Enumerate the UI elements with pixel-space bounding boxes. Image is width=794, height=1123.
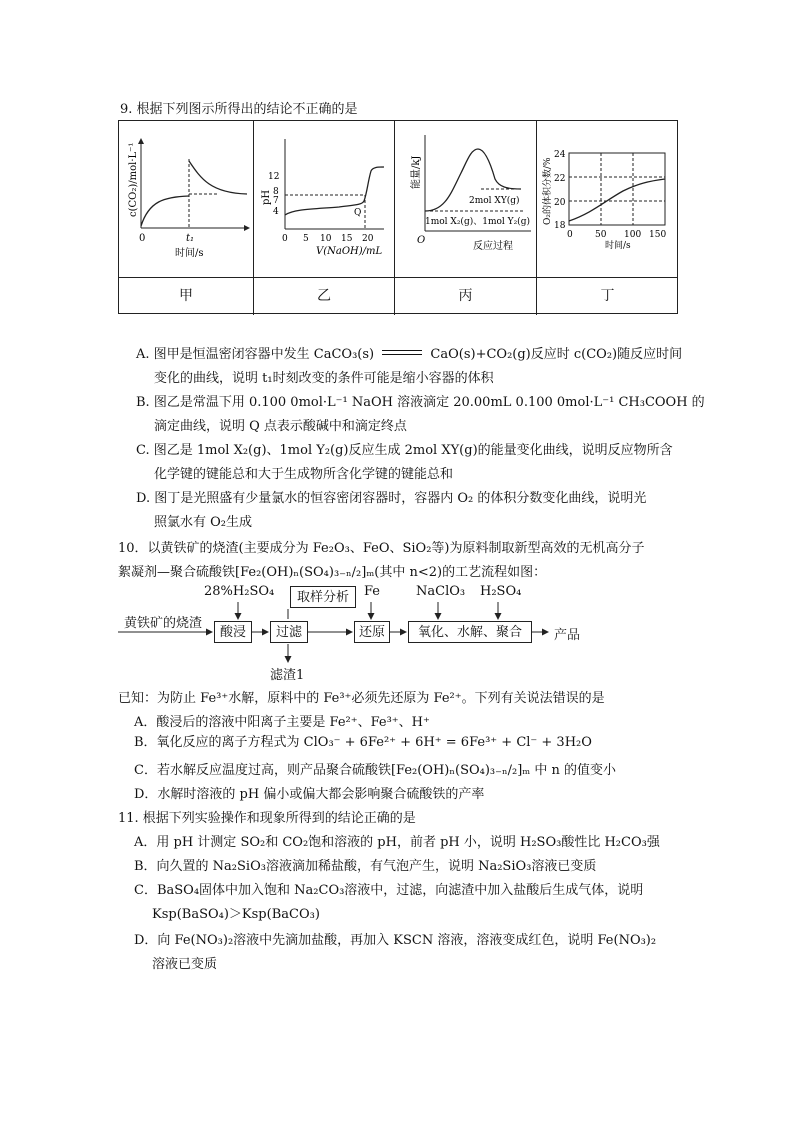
ding-curve	[569, 179, 665, 221]
caption-ding: 丁	[600, 288, 615, 304]
figure-ding	[537, 121, 678, 277]
jia-origin: 0	[139, 233, 146, 244]
ding-ytick-18: 18	[554, 221, 566, 231]
ding-ytick-20: 20	[554, 198, 566, 208]
ding-ylabel: O₂的体积分数/%	[543, 157, 553, 225]
bing-xlabel: 反应过程	[473, 241, 513, 252]
ding-xtick-100: 100	[624, 230, 642, 240]
flow-product-label: 产品	[554, 628, 581, 643]
yi-ylabel: pH	[261, 189, 272, 205]
yi-xtick-20: 20	[362, 234, 374, 244]
q10-flow-diagram	[118, 582, 678, 682]
yi-ytick-8: 8	[273, 187, 279, 197]
q9-figure-table	[118, 120, 678, 314]
yi-ytick-12: 12	[268, 172, 280, 182]
q9-option-a-part1: A. 图甲是恒温密闭容器中发生 CaCO₃(s)	[136, 347, 375, 362]
flow-leach-box: 酸浸	[214, 621, 252, 643]
q9-option-b-line2: 滴定曲线，说明 Q 点表示酸碱中和滴定终点	[154, 419, 407, 434]
q9-option-d-line2: 照氯水有 O₂生成	[154, 515, 253, 530]
yi-ytick-7: 7	[273, 196, 279, 206]
q9-option-a-line2: 变化的曲线，说明 t₁时刻改变的条件可能是缩小容器的体积	[154, 371, 494, 386]
flow-oxidize-box: 氧化、水解、聚合	[408, 621, 532, 643]
bing-origin: O	[417, 235, 426, 246]
flow-acid-label: 28%H₂SO₄	[204, 584, 275, 599]
q9-option-d-line1: D. 图丁是光照盛有少量氯水的恒容密闭容器时，容器内 O₂ 的体积分数变化曲线，说明光	[136, 491, 647, 506]
figure-jia	[119, 121, 254, 277]
yi-xtick-10: 10	[320, 234, 332, 244]
yi-xtick-15: 15	[341, 234, 353, 244]
jia-t1-label: t₁	[186, 233, 195, 244]
q11-option-c-line2: Ksp(BaSO₄)＞Ksp(BaCO₃)	[152, 907, 320, 922]
yi-xlabel: V(NaOH)/mL	[316, 246, 383, 257]
flow-residue-label: 滤渣1	[270, 668, 305, 683]
figure-caption-row	[119, 277, 677, 315]
q11-option-b: B．向久置的 Na₂SiO₃溶液滴加稀盐酸，有气泡产生，说明 Na₂SiO₃溶液已变质	[134, 859, 597, 874]
yi-xtick-0: 0	[282, 234, 288, 244]
q10-option-a: A．酸浸后的溶液中阳离子主要是 Fe²⁺、Fe³⁺、H⁺	[134, 715, 430, 730]
flow-filter-box: 过滤	[270, 621, 308, 643]
q11-option-d-line2: 溶液已变质	[152, 957, 218, 972]
flow-naclo3-label: NaClO₃	[416, 584, 466, 599]
jia-ylabel: c(CO₂)/mol·L⁻¹	[128, 142, 139, 217]
flow-arrows	[118, 582, 678, 682]
ding-xtick-50: 50	[595, 230, 607, 240]
jia-curve-rise	[141, 196, 189, 226]
caption-yi: 乙	[254, 278, 395, 315]
ding-xtick-0: 0	[567, 230, 573, 240]
caption-bing: 丙	[395, 278, 537, 315]
yi-q-label: Q	[354, 208, 362, 218]
bing-lower-label: 1mol X₂(g)、1mol Y₂(g)	[425, 217, 530, 227]
q9-option-c-line2: 化学键的键能总和大于生成物所含化学键的键能总和	[154, 467, 454, 482]
q9-stem: 9. 根据下列图示所得出的结论不正确的是	[120, 102, 358, 117]
q9-option-a-line1	[136, 346, 682, 364]
jia-xlabel: 时间/s	[175, 248, 204, 259]
q10-known: 已知：为防止 Fe³⁺水解，原料中的 Fe³⁺必须先还原为 Fe²⁺。下列有关说法错误的是	[118, 691, 605, 706]
ding-ytick-22: 22	[554, 174, 566, 184]
figure-ding-plot	[537, 121, 677, 277]
q10-option-c: C．若水解反应温度过高，则产品聚合硫酸铁[Fe₂(OH)ₙ(SO₄)₃₋ₙ/₂]ₘ 中 n 的值变小	[134, 763, 617, 778]
flow-reduce-box: 还原	[354, 621, 390, 643]
flow-fe-label: Fe	[364, 584, 381, 599]
figure-yi	[254, 121, 395, 277]
q11-option-d-line1: D．向 Fe(NO₃)₂溶液中先滴加盐酸，再加入 KSCN 溶液，溶液变成红色，说明 Fe(NO₃)₂	[134, 933, 657, 948]
ding-xlabel: 时间/s	[605, 241, 631, 251]
yi-titration-curve	[285, 167, 384, 215]
figure-bing	[395, 121, 537, 277]
q10-stem-line2: 絮凝剂—聚合硫酸铁[Fe₂(OH)ₙ(SO₄)₃₋ₙ/₂]ₘ(其中 n<2)的工艺流程如图：	[118, 565, 547, 580]
q9-option-a-part2: CaO(s)+CO₂(g)反应时 c(CO₂)随反应时间	[430, 347, 683, 362]
q9-option-c-line1: C. 图乙是 1mol X₂(g)、1mol Y₂(g)反应生成 2mol XY(g)的能量变化曲线，说明反应物所含	[136, 443, 673, 458]
flow-h2so4-label: H₂SO₄	[480, 584, 522, 599]
q11-stem: 11. 根据下列实验操作和现象所得到的结论正确的是	[118, 811, 416, 826]
figure-yi-plot	[254, 121, 394, 277]
caption-jia: 甲	[119, 278, 254, 315]
q11-option-c-line1: C．BaSO₄固体中加入饱和 Na₂CO₃溶液中，过滤，向滤渣中加入盐酸后生成气体，说明	[134, 883, 644, 898]
jia-curve-fall	[189, 161, 247, 194]
yi-xtick-5: 5	[303, 234, 309, 244]
yi-ytick-4: 4	[273, 207, 279, 217]
bing-upper-label: 2mol XY(g)	[469, 196, 520, 206]
q9-option-b-line1: B. 图乙是常温下用 0.100 0mol·L⁻¹ NaOH 溶液滴定 20.00mL 0.100 0mol·L⁻¹ CH₃COOH 的	[136, 395, 705, 410]
flow-raw-label: 黄铁矿的烧渣	[124, 616, 203, 631]
flow-sample-box: 取样分析	[290, 586, 356, 608]
figure-bing-plot	[395, 121, 536, 277]
ding-ytick-24: 24	[554, 150, 566, 160]
q10-option-b: B．氧化反应的离子方程式为 ClO₃⁻ + 6Fe²⁺ + 6H⁺ = 6Fe³⁺ + Cl⁻ + 3H₂O	[134, 735, 592, 750]
q10-option-d: D．水解时溶液的 pH 偏小或偏大都会影响聚合硫酸铁的产率	[134, 787, 485, 802]
q11-option-a: A．用 pH 计测定 SO₂和 CO₂饱和溶液的 pH，前者 pH 小，说明 H₂SO₃酸性比 H₂CO₃强	[134, 835, 660, 850]
figure-jia-plot	[119, 121, 253, 277]
ding-xtick-150: 150	[649, 230, 667, 240]
q10-stem-line1: 10．以黄铁矿的烧渣(主要成分为 Fe₂O₃、FeO、SiO₂等)为原料制取新型高效的无机高分子	[118, 541, 645, 556]
equilibrium-arrow-icon	[382, 348, 422, 358]
bing-ylabel: 能量/kJ	[411, 155, 422, 189]
